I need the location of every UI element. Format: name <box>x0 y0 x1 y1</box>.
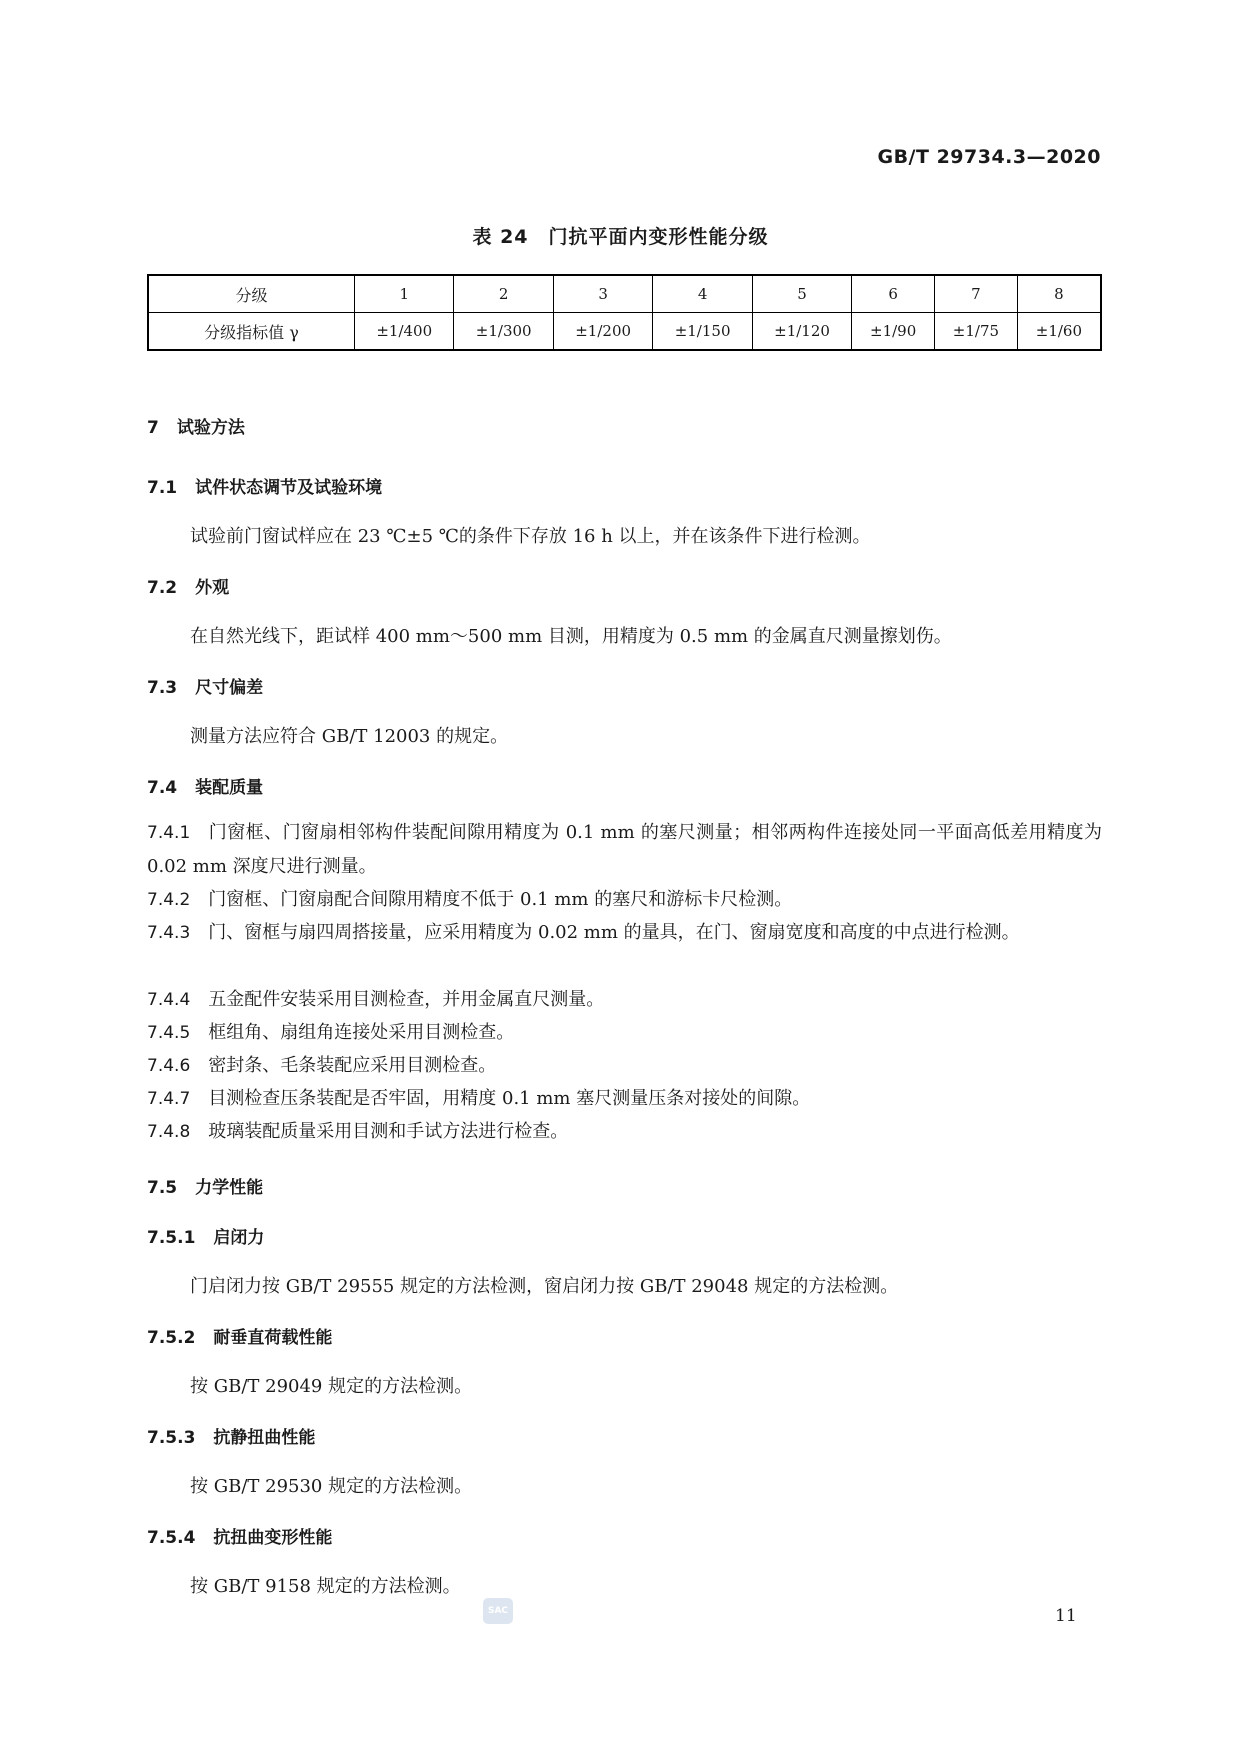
paragraph-7-5-1: 门启闭力按 GB/T 29555 规定的方法检测，窗启闭力按 GB/T 29048 规定的方法检测。 <box>190 1276 899 1297</box>
table-cell: ±1/300 <box>454 313 553 351</box>
section-title: 试件状态调节及试验环境 <box>195 478 383 498</box>
table-cell: 1 <box>355 275 454 313</box>
clause-number: 7.4.2 <box>147 890 191 910</box>
paragraph-7-2: 在自然光线下，距试样 400 mm～500 mm 目测，用精度为 0.5 mm 的金属直尺测量擦划伤。 <box>190 626 952 647</box>
logo-text: SAC <box>487 1606 509 1616</box>
paragraph-7-1: 试验前门窗试样应在 23 ℃±5 ℃的条件下存放 16 h 以上，并在该条件下进行检测。 <box>190 526 871 547</box>
section-heading-7-5 <box>147 1173 263 1198</box>
table-cell: 4 <box>653 275 752 313</box>
table-cell: 分级 <box>148 275 355 313</box>
table-cell: 8 <box>1017 275 1101 313</box>
table-cell: 分级指标值 γ <box>148 313 355 351</box>
section-heading-7-3 <box>147 673 263 698</box>
section-number: 7.5.3 <box>147 1428 196 1448</box>
clause-number: 7.4.3 <box>147 923 191 943</box>
clause-number: 7.4.1 <box>147 823 191 843</box>
section-heading-7-2 <box>147 573 229 598</box>
clause-7-4-4 <box>147 983 1102 1017</box>
clause-text: 门、窗框与扇四周搭接量，应采用精度为 0.02 mm 的量具，在门、窗扇宽度和高度的中点进行检测。 <box>208 922 1020 943</box>
clause-number: 7.4.4 <box>147 990 191 1010</box>
table-cell: ±1/120 <box>752 313 851 351</box>
grading-table <box>147 274 1102 351</box>
clause-text: 框组角、扇组角连接处采用目测检查。 <box>208 1022 515 1043</box>
clause-text: 目测检查压条装配是否牢固，用精度 0.1 mm 塞尺测量压条对接处的间隙。 <box>208 1088 811 1109</box>
clause-text: 门窗框、门窗扇配合间隙用精度不低于 0.1 mm 的塞尺和游标卡尺检测。 <box>208 889 793 910</box>
paragraph-7-5-2: 按 GB/T 29049 规定的方法检测。 <box>190 1376 473 1397</box>
table-cell: 6 <box>852 275 935 313</box>
table-cell: ±1/90 <box>852 313 935 351</box>
section-title: 尺寸偏差 <box>195 678 264 698</box>
table-row-grade <box>148 275 1101 313</box>
section-number: 7.4 <box>147 778 178 798</box>
table-cell: ±1/200 <box>553 313 652 351</box>
section-title: 装配质量 <box>195 778 264 798</box>
section-number: 7.5.4 <box>147 1528 196 1548</box>
table-cell: 5 <box>752 275 851 313</box>
section-title: 启闭力 <box>213 1228 265 1248</box>
page-number: 11 <box>1055 1606 1077 1626</box>
table-caption: 表 24 门抗平面内变形性能分级 <box>472 226 769 248</box>
section-heading-7-5-1 <box>147 1223 264 1248</box>
section-number: 7.5.2 <box>147 1328 196 1348</box>
standard-code: GB/T 29734.3—2020 <box>877 146 1101 168</box>
section-number: 7.1 <box>147 478 178 498</box>
clause-text: 密封条、毛条装配应采用目测检查。 <box>208 1055 497 1076</box>
section-heading-7-5-4 <box>147 1523 332 1548</box>
section-heading-7 <box>147 413 245 438</box>
section-number: 7.5 <box>147 1178 178 1198</box>
table-cell: ±1/60 <box>1017 313 1101 351</box>
section-heading-7-1 <box>147 473 382 498</box>
sac-logo-icon <box>483 1598 513 1624</box>
clause-7-4-1 <box>147 816 1102 883</box>
clause-number: 7.4.8 <box>147 1122 191 1142</box>
section-title: 抗扭曲变形性能 <box>213 1528 333 1548</box>
clause-text: 五金配件安装采用目测检查，并用金属直尺测量。 <box>208 989 605 1010</box>
clause-text: 门窗框、门窗扇相邻构件装配间隙用精度为 0.1 mm 的塞尺测量；相邻两构件连接处同一平面高低差用精度为 0.02 mm 深度尺进行测量。 <box>147 822 1102 877</box>
paragraph-7-3: 测量方法应符合 GB/T 12003 的规定。 <box>190 726 509 747</box>
table-cell: ±1/75 <box>935 313 1018 351</box>
section-title: 抗静扭曲性能 <box>213 1428 316 1448</box>
paragraph-7-5-3: 按 GB/T 29530 规定的方法检测。 <box>190 1476 473 1497</box>
section-number: 7.5.1 <box>147 1228 196 1248</box>
section-title: 耐垂直荷载性能 <box>213 1328 333 1348</box>
section-title: 外观 <box>195 578 230 598</box>
table-cell: ±1/400 <box>355 313 454 351</box>
paragraph-7-5-4: 按 GB/T 9158 规定的方法检测。 <box>190 1576 461 1597</box>
table-cell: 2 <box>454 275 553 313</box>
clause-text: 玻璃装配质量采用目测和手试方法进行检查。 <box>208 1121 569 1142</box>
clause-7-4-7 <box>147 1082 1102 1116</box>
section-heading-7-5-3 <box>147 1423 315 1448</box>
clause-7-4-3 <box>147 916 1102 950</box>
clause-number: 7.4.6 <box>147 1056 191 1076</box>
table-cell: ±1/150 <box>653 313 752 351</box>
section-number: 7.2 <box>147 578 178 598</box>
clause-7-4-5 <box>147 1016 1102 1050</box>
clause-7-4-2 <box>147 883 1102 917</box>
clause-number: 7.4.7 <box>147 1089 191 1109</box>
table-cell: 3 <box>553 275 652 313</box>
section-number: 7 <box>147 418 159 438</box>
section-number: 7.3 <box>147 678 178 698</box>
section-heading-7-5-2 <box>147 1323 332 1348</box>
section-title: 力学性能 <box>195 1178 264 1198</box>
section-heading-7-4 <box>147 773 263 798</box>
clause-7-4-8 <box>147 1115 1102 1149</box>
section-title: 试验方法 <box>176 418 245 438</box>
clause-7-4-6 <box>147 1049 1102 1083</box>
table-row-index-value <box>148 313 1101 351</box>
clause-number: 7.4.5 <box>147 1023 191 1043</box>
table-cell: 7 <box>935 275 1018 313</box>
